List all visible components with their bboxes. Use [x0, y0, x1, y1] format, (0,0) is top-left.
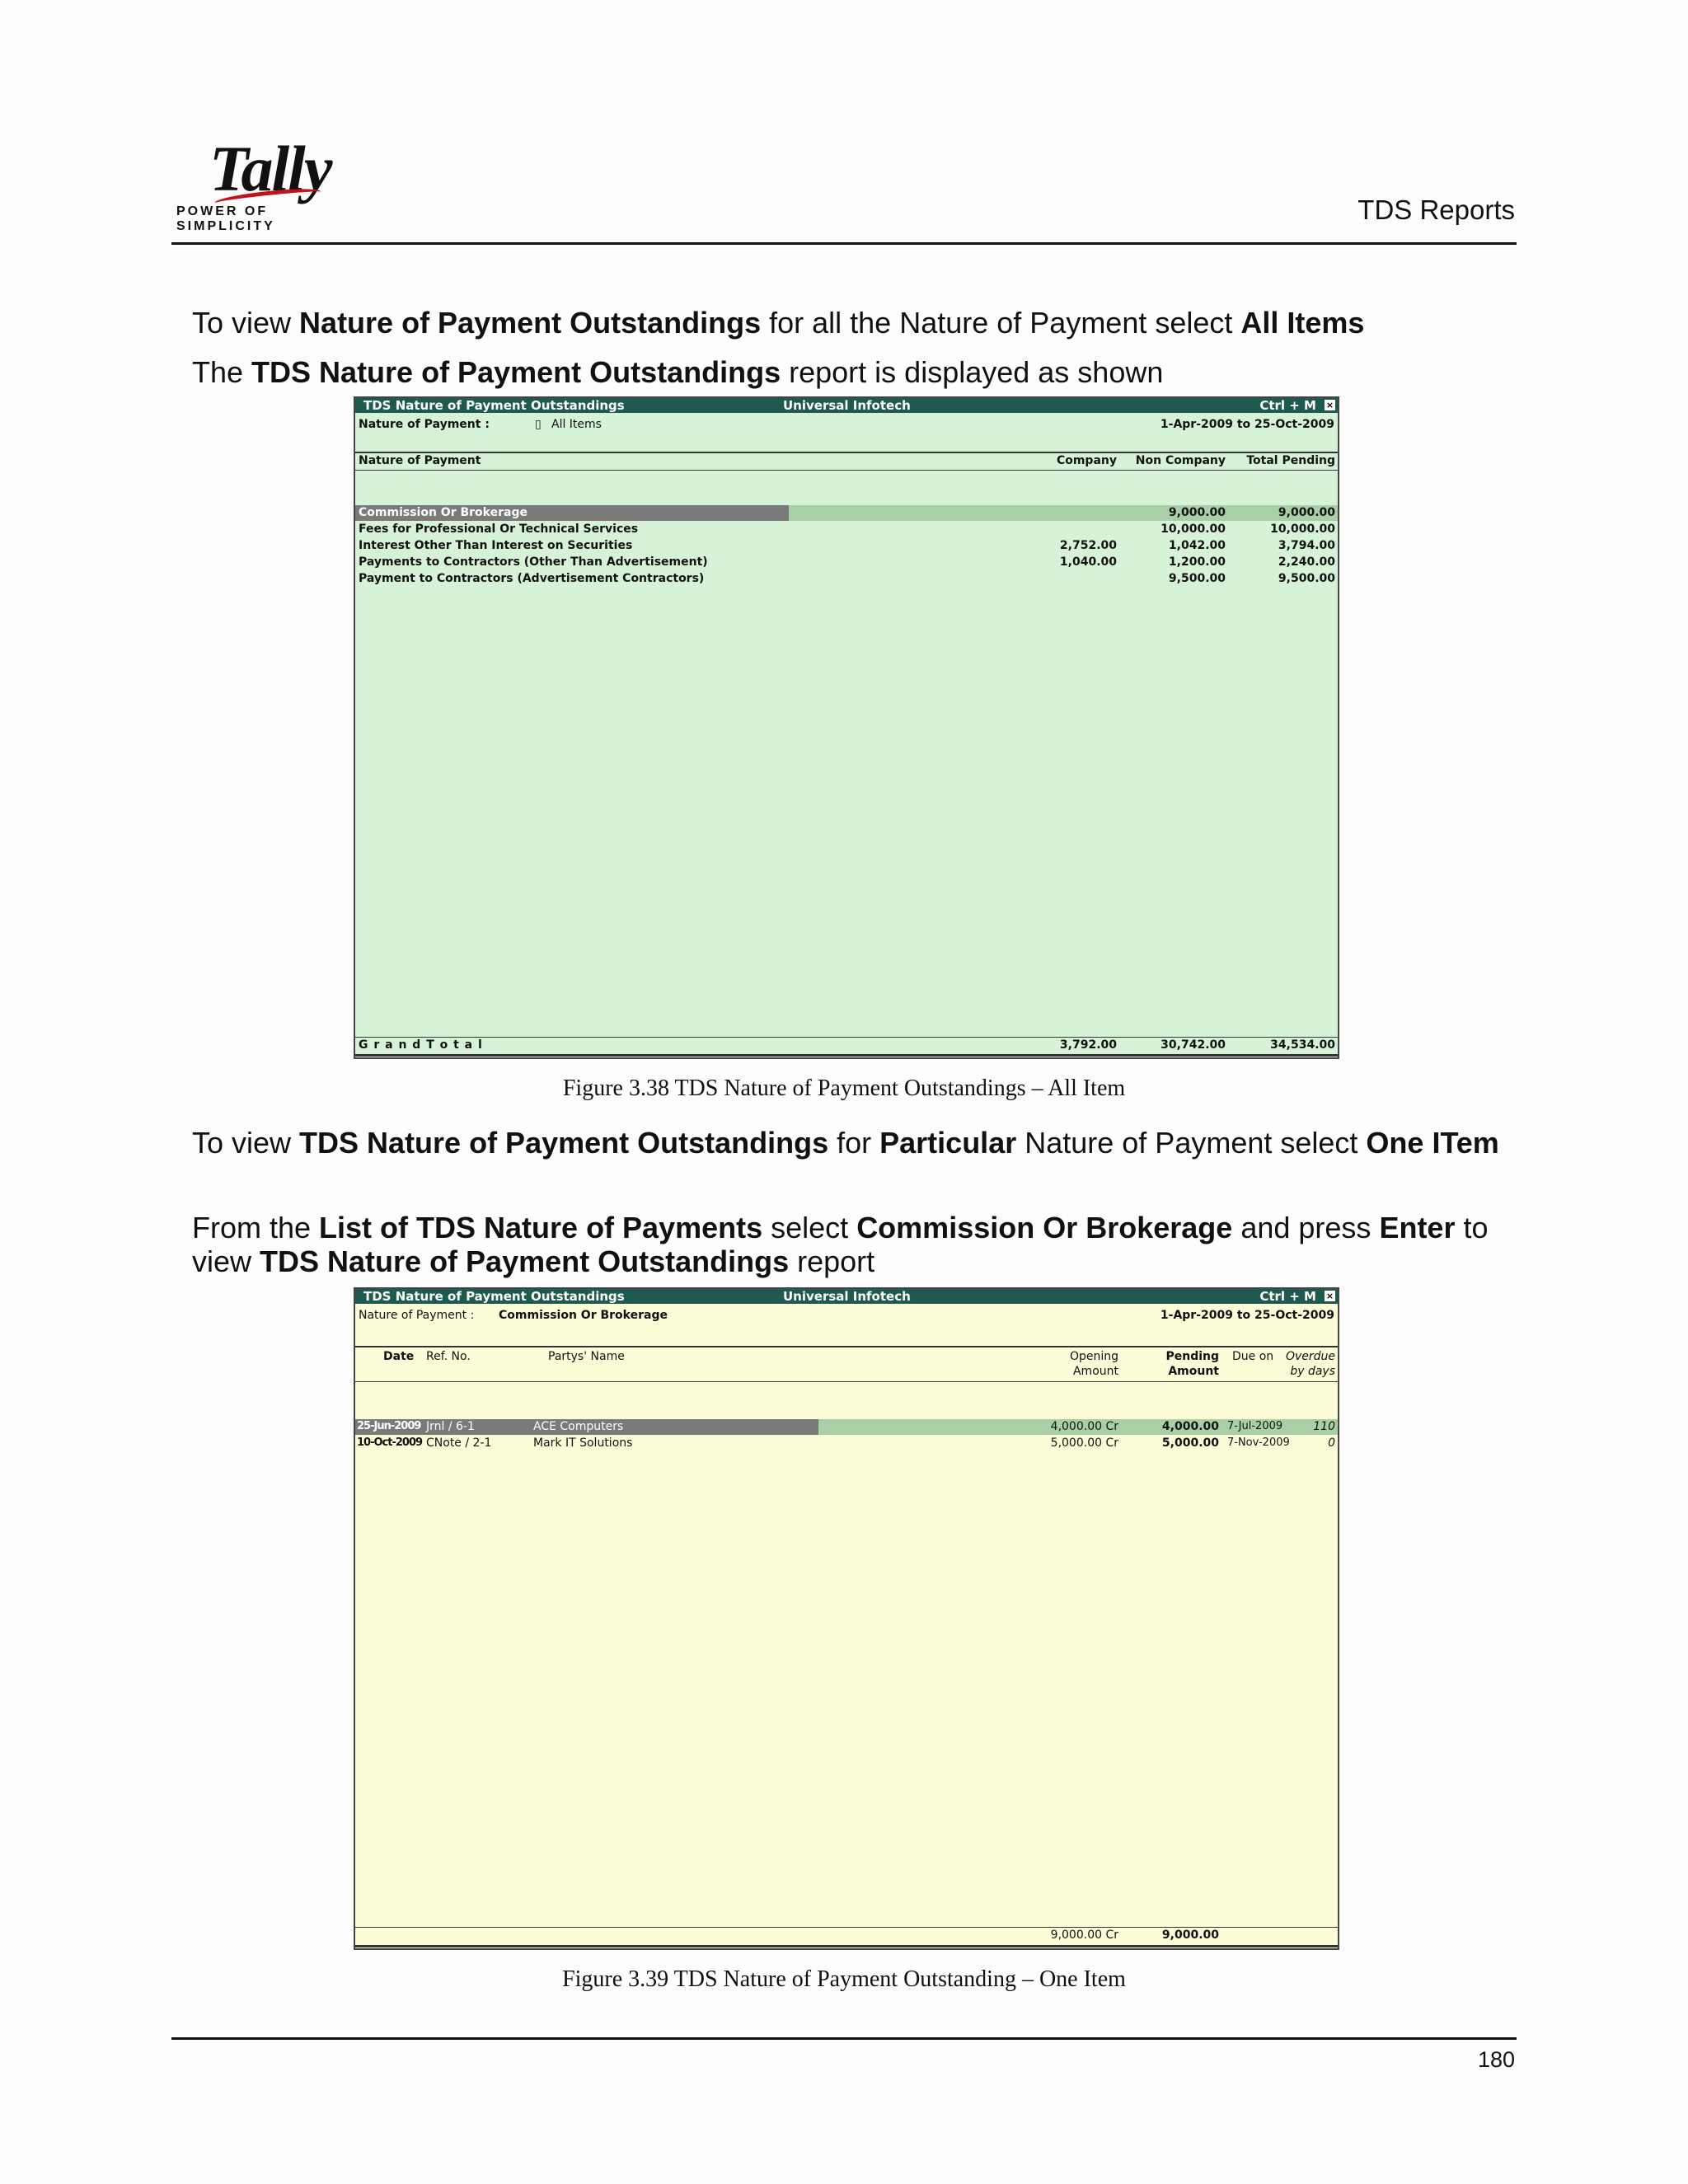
col-pending: Pending [1165, 1350, 1219, 1363]
bottom-rule [355, 1945, 1338, 1947]
col-date: Date [383, 1350, 415, 1363]
section-title: TDS Reports [1357, 194, 1515, 225]
col-total-pending: Total Pending [1246, 454, 1335, 467]
header-divider [355, 1346, 1338, 1347]
total-divider [355, 1927, 1338, 1928]
row-total: 2,240.00 [1278, 555, 1335, 569]
row-overdue: 110 [1313, 1420, 1335, 1433]
row-company: 2,752.00 [1059, 539, 1117, 552]
close-icon[interactable]: × [1325, 1291, 1334, 1301]
row-party: Mark IT Solutions [533, 1436, 633, 1450]
col-nature: Nature of Payment [359, 454, 481, 467]
page-number: 180 [1477, 2047, 1515, 2072]
col-due-on: Due on [1232, 1350, 1274, 1363]
row-nature: Fees for Professional Or Technical Services [359, 523, 639, 536]
selection-highlight-rest [789, 505, 1338, 521]
total-divider [355, 1037, 1338, 1038]
footer-rule [171, 2037, 1517, 2040]
window-title: TDS Nature of Payment Outstandings [363, 1289, 625, 1304]
paragraph-1: To view Nature of Payment Outstandings for all the Nature of Payment select All Items [192, 306, 1365, 340]
grand-total-non-company: 30,742.00 [1160, 1038, 1226, 1052]
total-opening: 9,000.00 Cr [1050, 1929, 1118, 1942]
col-overdue-days: by days [1290, 1365, 1335, 1378]
row-total: 3,794.00 [1278, 539, 1335, 552]
row-non-company: 1,200.00 [1168, 555, 1226, 569]
row-nature: Commission Or Brokerage [359, 506, 528, 519]
row-nature: Payment to Contractors (Advertisement Contractors) [359, 572, 705, 585]
report-period[interactable]: 1-Apr-2009 to 25-Oct-2009 [1160, 1309, 1334, 1322]
bottom-rule [355, 1054, 1338, 1057]
filter-value[interactable]: All Items [551, 418, 602, 431]
row-pending: 4,000.00 [1161, 1420, 1219, 1433]
figure-caption-2: Figure 3.39 TDS Nature of Payment Outstanding – One Item [562, 1966, 1126, 1992]
row-opening: 5,000.00 Cr [1050, 1436, 1118, 1450]
row-company: 1,040.00 [1059, 555, 1117, 569]
col-pending-amount: Amount [1168, 1365, 1219, 1378]
filter-label: Nature of Payment : [359, 418, 490, 431]
row-party: ACE Computers [533, 1420, 624, 1433]
row-overdue: 0 [1328, 1436, 1335, 1450]
filter-marker-icon: ▯ [535, 418, 542, 431]
col-opening: Opening [1069, 1350, 1118, 1363]
row-pending: 5,000.00 [1161, 1436, 1219, 1450]
row-non-company: 9,000.00 [1168, 506, 1226, 519]
row-date: 10-Oct-2009 [357, 1436, 423, 1449]
col-opening-amount: Amount [1072, 1365, 1118, 1378]
row-due: 7-Jul-2009 [1227, 1420, 1283, 1432]
row-non-company: 9,500.00 [1168, 572, 1226, 585]
row-date: 25-Jun-2009 [357, 1420, 421, 1432]
shortcut-label: Ctrl + M [1259, 1289, 1316, 1304]
col-ref-no: Ref. No. [426, 1350, 471, 1363]
logo-wordmark: Tally [209, 133, 331, 204]
row-opening: 4,000.00 Cr [1050, 1420, 1118, 1433]
figure-caption-1: Figure 3.38 TDS Nature of Payment Outstandings – All Item [562, 1076, 1126, 1101]
row-nature: Interest Other Than Interest on Securities [359, 539, 633, 552]
window-titlebar [355, 398, 1338, 413]
grand-total-total: 34,534.00 [1270, 1038, 1335, 1052]
row-non-company: 1,042.00 [1168, 539, 1226, 552]
row-ref: CNote / 2-1 [426, 1436, 492, 1450]
window-titlebar [355, 1289, 1338, 1304]
grand-total-company: 3,792.00 [1059, 1038, 1117, 1052]
row-non-company: 10,000.00 [1160, 523, 1226, 536]
report-period[interactable]: 1-Apr-2009 to 25-Oct-2009 [1160, 418, 1334, 431]
logo-tagline: POWER OF SIMPLICITY [176, 204, 275, 233]
row-ref: Jrnl / 6-1 [426, 1420, 475, 1433]
row-nature: Payments to Contractors (Other Than Advertisement) [359, 555, 708, 569]
paragraph-2: The TDS Nature of Payment Outstandings report is displayed as shown [192, 355, 1164, 389]
header-rule [171, 242, 1517, 245]
shortcut-label: Ctrl + M [1259, 398, 1316, 413]
report-window-one-item [354, 1287, 1339, 1950]
col-company: Company [1056, 454, 1117, 467]
company-name: Universal Infotech [783, 398, 911, 413]
row-total: 9,000.00 [1278, 506, 1335, 519]
grand-total-label: G r a n d T o t a l [359, 1038, 483, 1052]
company-name: Universal Infotech [783, 1289, 911, 1304]
filter-value[interactable]: Commission Or Brokerage [499, 1309, 668, 1322]
col-non-company: Non Company [1135, 454, 1226, 467]
report-window-all-items [354, 396, 1339, 1059]
col-party-name: Partys' Name [548, 1350, 625, 1363]
column-divider [355, 470, 1338, 471]
total-pending: 9,000.00 [1161, 1929, 1219, 1942]
col-overdue: Overdue [1285, 1350, 1335, 1363]
window-title: TDS Nature of Payment Outstandings [363, 398, 625, 413]
close-icon[interactable]: × [1325, 400, 1334, 410]
tally-logo [176, 132, 366, 233]
row-due: 7-Nov-2009 [1227, 1436, 1290, 1449]
row-total: 9,500.00 [1278, 572, 1335, 585]
row-total: 10,000.00 [1270, 523, 1335, 536]
header-divider [355, 452, 1338, 453]
column-divider [355, 1381, 1338, 1382]
paragraph-3: To view TDS Nature of Payment Outstandings for Particular Nature of Payment select One ITem [192, 1126, 1499, 1160]
filter-label: Nature of Payment : [359, 1309, 475, 1322]
paragraph-4: From the List of TDS Nature of Payments select Commission Or Brokerage and press Enter to view TDS Nature of Payment Outstandings report [192, 1211, 1489, 1278]
